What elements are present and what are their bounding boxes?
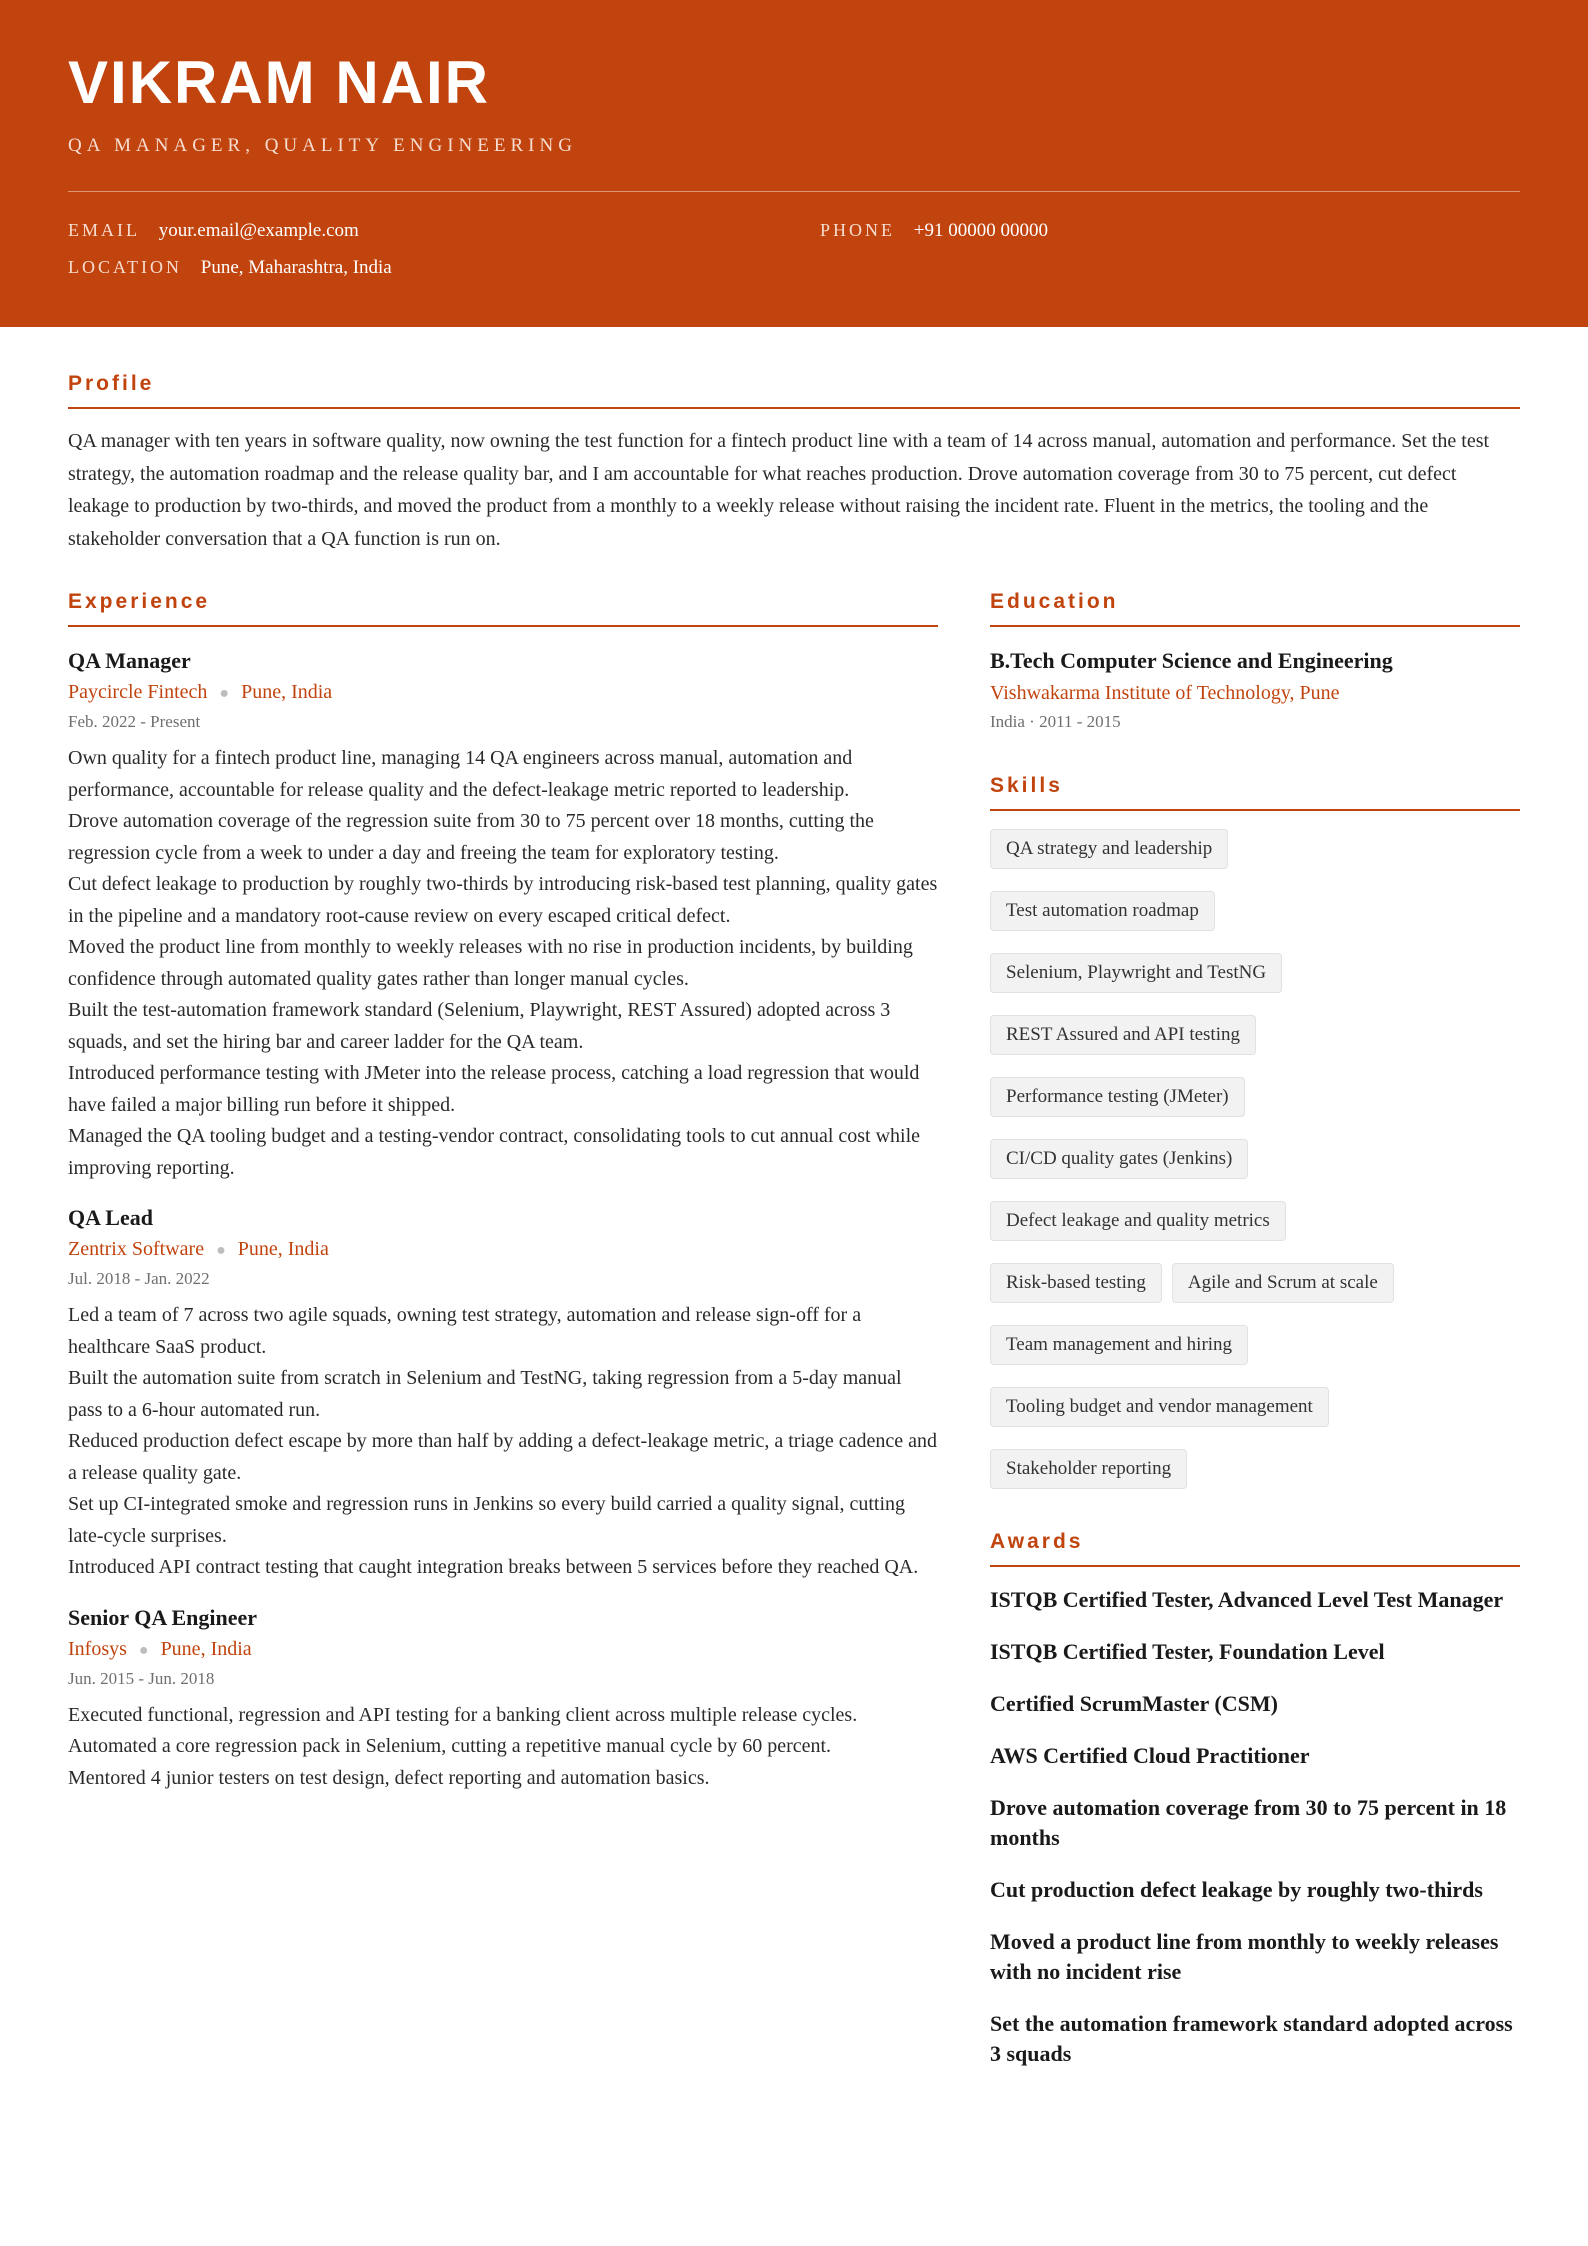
skill-chip: Risk-based testing bbox=[990, 1263, 1162, 1303]
job-bullet: Cut defect leakage to production by roughly two-thirds by introducing risk-based test planning, quality gates in the pipeline and a mandatory root-cause review on every escaped critical defect. bbox=[68, 873, 938, 927]
job-bullet: Managed the QA tooling budget and a testing-vendor contract, consolidating tools to cut annual cost while improving reporting. bbox=[68, 1125, 921, 1179]
job-dates: Feb. 2022 - Present bbox=[68, 712, 201, 731]
skill-chip: Selenium, Playwright and TestNG bbox=[990, 953, 1282, 993]
job-bullets bbox=[68, 743, 938, 1184]
contact-location bbox=[68, 255, 820, 280]
skill-chip: REST Assured and API testing bbox=[990, 1015, 1256, 1055]
job-bullet: Built the test-automation framework standard (Selenium, Playwright, REST Assured) adopted across 3 squads, and set the hiring bar and career ladder for the QA team. bbox=[68, 999, 891, 1053]
award-item: Cut production defect leakage by roughly two-thirds bbox=[990, 1877, 1483, 1902]
education-meta: India · 2011 - 2015 bbox=[990, 712, 1121, 731]
skill-chip: Tooling budget and vendor management bbox=[990, 1387, 1329, 1427]
job-bullet: Mentored 4 junior testers on test design, defect reporting and automation basics. bbox=[68, 1766, 710, 1789]
job-meta bbox=[68, 679, 938, 707]
awards-list bbox=[990, 1585, 1520, 2069]
location-value: Pune, Maharashtra, India bbox=[200, 257, 392, 278]
job-location: Pune, India bbox=[160, 1637, 252, 1660]
profile-summary: QA manager with ten years in software quality, now owning the test function for a fintech product line with a team of 14 across manual, automation and performance. Set the test strategy, the automation roadmap and the release quality bar, and I am accountable for what reaches production. Drove automation coverage from 30 to 75 percent, cut defect leakage to production by two-thirds, and moved the product from a monthly to a weekly release without raising the incident rate. Fluent in the metrics, the tooling and the stakeholder conversation that a QA function is run on. bbox=[68, 430, 1490, 550]
awards-section bbox=[990, 1529, 1520, 2069]
job-title: QA Lead bbox=[68, 1205, 153, 1230]
job-location: Pune, India bbox=[241, 681, 333, 703]
job-company: Infosys bbox=[68, 1637, 127, 1660]
location-label: LOCATION bbox=[68, 257, 182, 277]
education-section bbox=[990, 589, 1520, 733]
job-bullet: Set up CI-integrated smoke and regression runs in Jenkins so every build carried a quality signal, cutting late-cycle surprises. bbox=[68, 1493, 906, 1547]
award-item: Moved a product line from monthly to weekly releases with no incident rise bbox=[990, 1929, 1499, 1984]
skills-list bbox=[990, 829, 1520, 1489]
job-bullet: Introduced API contract testing that caught integration breaks between 5 services before they reached QA. bbox=[68, 1556, 919, 1578]
experience-heading: Experience bbox=[68, 589, 938, 627]
job-entry bbox=[68, 1204, 938, 1584]
education-entry bbox=[990, 647, 1520, 733]
job-bullets bbox=[68, 1700, 938, 1795]
job-company: Zentrix Software bbox=[68, 1238, 205, 1260]
job-bullet: Introduced performance testing with JMeter into the release process, catching a load regression that would have failed a major billing run before it shipped. bbox=[68, 1062, 920, 1116]
email-label: EMAIL bbox=[68, 220, 140, 240]
skill-chip: CI/CD quality gates (Jenkins) bbox=[990, 1139, 1248, 1179]
job-location: Pune, India bbox=[237, 1238, 329, 1260]
profile-section bbox=[68, 371, 1520, 555]
job-dates: Jun. 2015 - Jun. 2018 bbox=[68, 1668, 215, 1688]
candidate-name: VIKRAM NAIR bbox=[68, 49, 490, 116]
sidebar-column bbox=[990, 589, 1520, 2091]
phone-value[interactable]: +91 00000 00000 bbox=[913, 220, 1048, 241]
job-title: Senior QA Engineer bbox=[68, 1604, 258, 1630]
awards-heading: Awards bbox=[990, 1529, 1520, 1567]
profile-heading: Profile bbox=[68, 371, 1520, 409]
skill-chip: Performance testing (JMeter) bbox=[990, 1077, 1245, 1117]
resume-header bbox=[0, 0, 1588, 327]
job-company: Paycircle Fintech bbox=[68, 681, 208, 703]
contact-email bbox=[68, 218, 820, 243]
job-bullet: Moved the product line from monthly to weekly releases with no rise in production incidents, by building confidence through automated quality gates rather than longer manual cycles. bbox=[68, 936, 913, 990]
education-degree: B.Tech Computer Science and Engineering bbox=[990, 648, 1393, 673]
header-divider bbox=[68, 191, 1520, 192]
education-school: Vishwakarma Institute of Technology, Pune bbox=[990, 682, 1340, 704]
skill-chip: Stakeholder reporting bbox=[990, 1449, 1187, 1489]
skill-chip: Defect leakage and quality metrics bbox=[990, 1201, 1286, 1241]
skills-section bbox=[990, 773, 1520, 1489]
job-bullet: Own quality for a fintech product line, managing 14 QA engineers across manual, automation and performance, accountable for release quality and the defect-leakage metric reported to leadership. bbox=[68, 747, 853, 801]
award-item: ISTQB Certified Tester, Advanced Level Test Manager bbox=[990, 1587, 1504, 1612]
job-entry bbox=[68, 647, 938, 1184]
skill-chip: QA strategy and leadership bbox=[990, 829, 1228, 869]
separator-dot-icon: ● bbox=[216, 1242, 226, 1259]
award-item: Drove automation coverage from 30 to 75 percent in 18 months bbox=[990, 1795, 1507, 1850]
job-bullet: Executed functional, regression and API testing for a banking client across multiple release cycles. bbox=[68, 1703, 858, 1726]
award-item: Certified ScrumMaster (CSM) bbox=[990, 1691, 1278, 1716]
job-bullet: Automated a core regression pack in Selenium, cutting a repetitive manual cycle by 60 percent. bbox=[68, 1735, 832, 1757]
award-item: ISTQB Certified Tester, Foundation Level bbox=[990, 1639, 1385, 1664]
job-bullet: Led a team of 7 across two agile squads, owning test strategy, automation and release sign-off for a healthcare SaaS product. bbox=[68, 1304, 862, 1358]
job-entry bbox=[68, 1604, 938, 1795]
contact-info bbox=[68, 218, 1520, 280]
skill-chip: Team management and hiring bbox=[990, 1325, 1248, 1365]
skills-heading: Skills bbox=[990, 773, 1520, 811]
job-bullets bbox=[68, 1300, 938, 1584]
phone-label: PHONE bbox=[820, 220, 896, 240]
skill-chip: Test automation roadmap bbox=[990, 891, 1215, 931]
separator-dot-icon: ● bbox=[219, 685, 230, 702]
award-item: Set the automation framework standard adopted across 3 squads bbox=[990, 2011, 1513, 2066]
experience-section bbox=[68, 589, 938, 2091]
job-dates: Jul. 2018 - Jan. 2022 bbox=[68, 1269, 210, 1288]
skill-chip: Agile and Scrum at scale bbox=[1172, 1263, 1394, 1303]
job-meta bbox=[68, 1636, 938, 1664]
two-column-layout bbox=[68, 589, 1520, 2091]
contact-phone bbox=[820, 218, 1520, 243]
job-meta bbox=[68, 1236, 938, 1264]
resume-body bbox=[0, 371, 1588, 2091]
education-heading: Education bbox=[990, 589, 1520, 627]
email-value[interactable]: your.email@example.com bbox=[158, 220, 359, 241]
job-title: QA Manager bbox=[68, 648, 191, 673]
job-bullet: Drove automation coverage of the regression suite from 30 to 75 percent over 18 months, cutting the regression cycle from a week to under a day and freeing the team for exploratory testing. bbox=[68, 810, 874, 864]
job-bullet: Built the automation suite from scratch in Selenium and TestNG, taking regression from a 5-day manual pass to a 6-hour automated run. bbox=[68, 1367, 902, 1421]
separator-dot-icon: ● bbox=[138, 1641, 149, 1659]
job-bullet: Reduced production defect escape by more than half by adding a defect-leakage metric, a triage cadence and a release quality gate. bbox=[68, 1430, 938, 1484]
candidate-headline: QA MANAGER, QUALITY ENGINEERING bbox=[68, 135, 577, 156]
award-item: AWS Certified Cloud Practitioner bbox=[990, 1743, 1310, 1768]
